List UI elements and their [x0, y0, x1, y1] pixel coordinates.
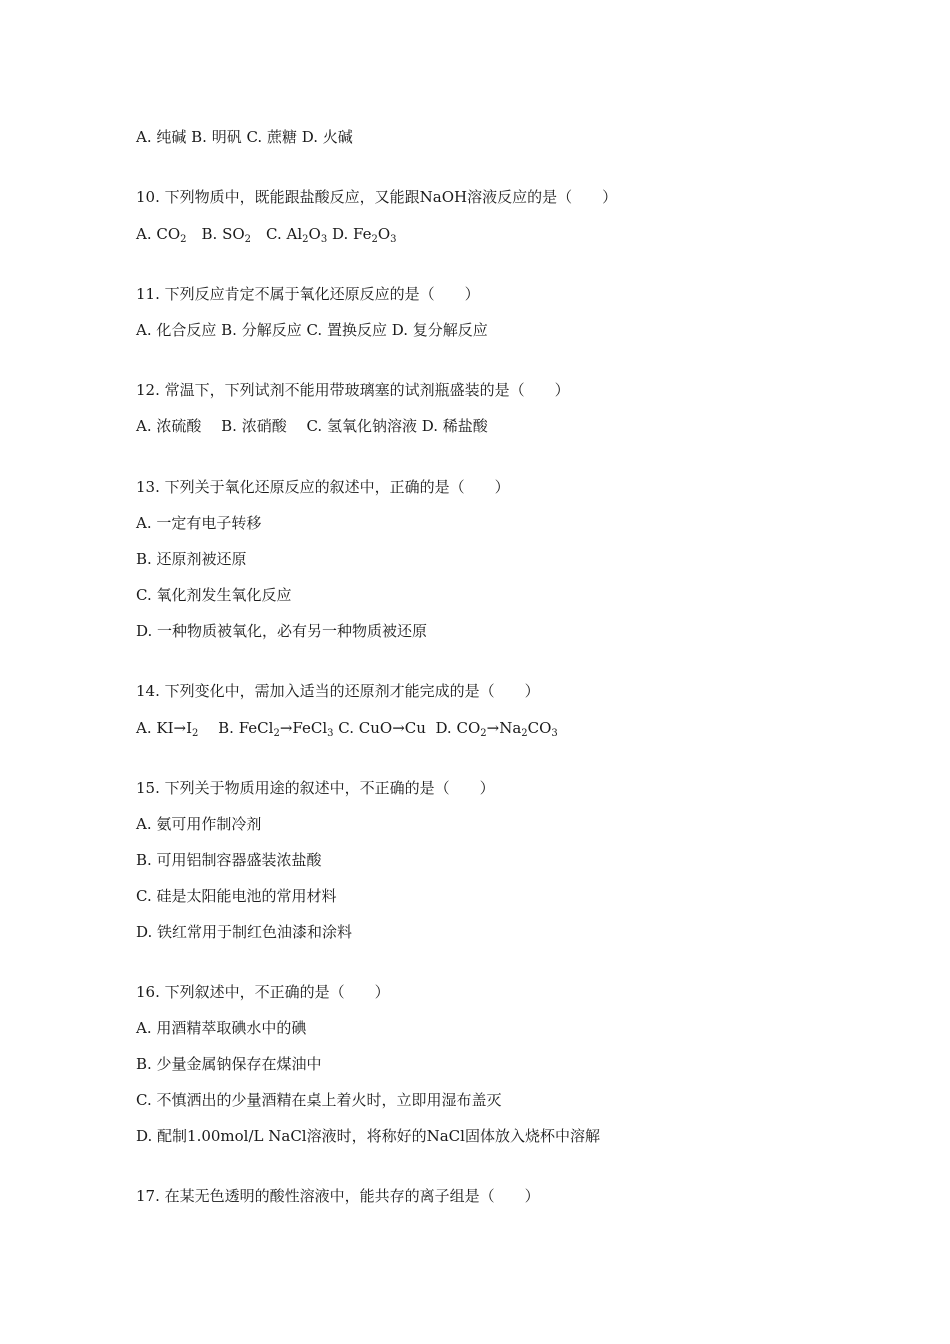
q12-options: A. 浓硫酸 B. 浓硝酸 C. 氢氧化钠溶液 D. 稀盐酸	[136, 417, 488, 435]
q16-option-c: C. 不慎洒出的少量酒精在桌上着火时，立即用湿布盖灭	[136, 1091, 502, 1109]
q13-option-c: C. 氧化剂发生氧化反应	[136, 586, 292, 604]
q13-option-a: A. 一定有电子转移	[136, 514, 262, 532]
q12-stem: 12. 常温下，下列试剂不能用带玻璃塞的试剂瓶盛装的是（ ）	[136, 381, 570, 399]
q15-option-d: D. 铁红常用于制红色油漆和涂料	[136, 923, 353, 941]
q14-stem: 14. 下列变化中，需加入适当的还原剂才能完成的是（ ）	[136, 682, 540, 700]
q16-option-a: A. 用酒精萃取碘水中的碘	[136, 1019, 307, 1037]
q14-options: A. $KI\to I_2$ B. FeCl$_2$→FeCl$_3$ C. CuO→Cu D. $CO_2\to Na_2CO_3$	[136, 719, 558, 739]
q16-option-d: D. 配制1.00mol/L NaCl溶液时，将称好的NaCl固体放入烧杯中溶解	[136, 1127, 600, 1145]
q15-option-a: A. 氨可用作制冷剂	[136, 815, 262, 833]
q16-option-b: B. 少量金属钠保存在煤油中	[136, 1055, 322, 1073]
q10-stem: 10. 下列物质中，既能跟盐酸反应，又能跟NaOH溶液反应的是（ ）	[136, 188, 618, 206]
q17-stem: 17. 在某无色透明的酸性溶液中，能共存的离子组是（ ）	[136, 1187, 540, 1205]
q13-stem: 13. 下列关于氧化还原反应的叙述中，正确的是（ ）	[136, 478, 510, 496]
q15-option-b: B. 可用铝制容器盛装浓盐酸	[136, 851, 322, 869]
q15-option-c: C. 硅是太阳能电池的常用材料	[136, 887, 337, 905]
q13-option-b: B. 还原剂被还原	[136, 550, 247, 568]
q16-stem: 16. 下列叙述中，不正确的是（ ）	[136, 983, 390, 1001]
q13-option-d: D. 一种物质被氧化，必有另一种物质被还原	[136, 622, 428, 640]
q9-options: A. 纯碱 B. 明矾 C. 蔗糖 D. 火碱	[136, 128, 353, 146]
q11-options: A. 化合反应 B. 分解反应 C. 置换反应 D. 复分解反应	[136, 321, 488, 339]
q11-stem: 11. 下列反应肯定不属于氧化还原反应的是（ ）	[136, 285, 480, 303]
q15-stem: 15. 下列关于物质用途的叙述中，不正确的是（ ）	[136, 779, 495, 797]
q10-options: A. $CO_2$ B. $SO_2$ C. $Al_2O_3$ D. $Fe_2O_3$	[136, 225, 397, 245]
